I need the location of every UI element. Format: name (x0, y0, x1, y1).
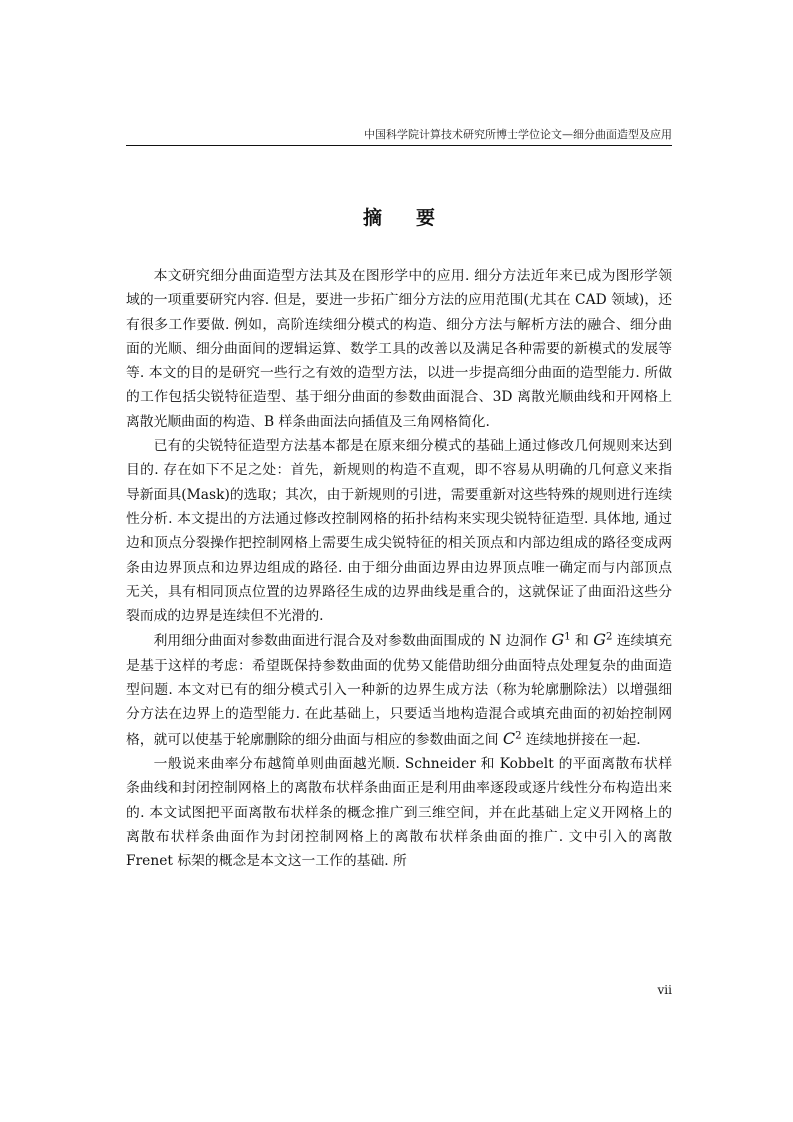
paragraph-4: 一般说来曲率分布越简单则曲面越光顺. Schneider 和 Kobbelt 的平面离散布状样条曲线和封闭控制网格上的离散布状样条曲面正是利用曲率逐段或逐片线性分布构造出来的. 本文试图把平面离散布状样条的概念推广到三维空间，并在此基础上定义开网格上的离散布状样条曲面作为封闭控制网格上的离散布状样条曲面的推广. 文中引入的离散 Frenet 标架的概念是本文这一工作的基础. 所 (126, 755, 672, 870)
math-c2-letter: C (502, 728, 516, 748)
paragraph-3-and: 和 (570, 633, 594, 650)
page-title: 摘要 (362, 207, 469, 229)
math-g1-letter: G (551, 630, 565, 650)
paragraph-1: 本文研究细分曲面造型方法其及在图形学中的应用. 细分方法近年来已成为图形学领域的一项重要研究内容. 但是，要进一步拓广细分方法的应用范围(尤其在 CAD 领域)，还有很多工作要做. 例如，高阶连续细分模式的构造、细分方法与解析方法的融合、细分曲面的光顺、细分曲面间的逻辑运算、数学工具的改善以及满足各种需要的新模式的发展等等. 本文的目的是研究一些行之有效的造型方法，以进一步提高细分曲面的造型能力. 所做的工作包括尖锐特征造型、基于细分曲面的参数曲面混合、3D 离散光顺曲线和开网格上离散光顺曲面的构造、B 样条曲面法向插值及三角网格简化. (126, 268, 672, 430)
paragraph-3-text-a: 利用细分曲面对参数曲面进行混合及对参数曲面围成的 N 边洞作 (153, 633, 552, 650)
paragraph-2: 已有的尖锐特征造型方法基本都是在原来细分模式的基础上通过修改几何规则来达到目的. 存在如下不足之处：首先，新规则的构造不直观，即不容易从明确的几何意义来指导新面具(Mask)的选取；其次，由于新规则的引进，需要重新对这些特殊的规则进行连续性分析. 本文提出的方法通过修改控制网格的拓扑结构来实现尖锐特征造型. 具体地, 通过边和顶点分裂操作把控制网格上需要生成尖锐特征的相关顶点和内部边组成的路径变成两条由边界顶点和边界边组成的路径. 由于细分曲面边界由边界顶点唯一确定而与内部顶点无关，具有相同顶点位置的边界路径生成的边界曲线是重合的，这就保证了曲面沿这些分裂而成的边界是连续但不光滑的. (126, 438, 672, 625)
math-g2-superscript: 2 (606, 631, 613, 643)
paragraph-3-text-b: 连续填充是基于这样的考虑：希望既保持参数曲面的优势又能借助细分曲面特点处理复杂的曲面造型问题. 本文对已有的细分模式引入一种新的边界生成方法（称为轮廓删除法）以增强细分方法在边界上的造型能力. 在此基础上，只要适当地构造混合或填充曲面的初始控制网格，就可以使基于轮廓删除的细分曲面与相应的参数曲面之间 (126, 633, 672, 748)
running-header: 中国科学院计算技术研究所博士学位论文—细分曲面造型及应用 (364, 128, 672, 141)
header-rule (126, 145, 672, 146)
math-g2-letter: G (593, 630, 607, 650)
paragraph-3 (126, 628, 672, 751)
math-c2-superscript: 2 (515, 730, 522, 742)
abstract-body (126, 264, 672, 873)
paragraph-3-text-d: 连续地拼接在一起. (521, 731, 641, 748)
math-g1-superscript: 1 (564, 631, 571, 643)
page-number: vii (657, 983, 672, 997)
